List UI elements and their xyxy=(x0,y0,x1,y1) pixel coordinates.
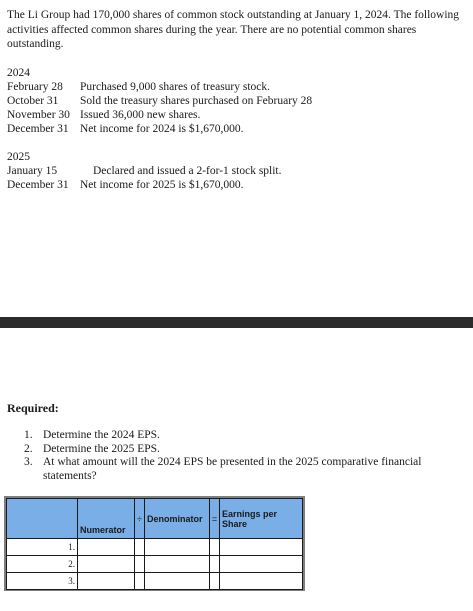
event-description: Declared and issued a 2-for-1 stock split. xyxy=(93,165,282,177)
event-row xyxy=(7,94,313,108)
required-item-text: At what amount will the 2024 EPS be presented in the 2025 comparative financial statements? xyxy=(43,456,422,482)
required-item xyxy=(24,456,464,483)
event-row xyxy=(7,164,282,178)
equals-sign: = xyxy=(210,499,220,539)
year-heading-2024: 2024 xyxy=(7,67,30,79)
event-date: January 15 xyxy=(7,165,58,177)
header-denominator: Denominator xyxy=(145,499,210,539)
table-row xyxy=(7,539,303,556)
required-item-text: Determine the 2025 EPS. xyxy=(43,442,160,455)
eps-input[interactable] xyxy=(220,539,303,556)
event-description: Sold the treasury shares purchased on February 28 xyxy=(80,95,313,107)
denominator-input[interactable] xyxy=(145,556,210,573)
event-description: Net income for 2025 is $1,670,000. xyxy=(80,179,244,191)
event-description: Purchased 9,000 shares of treasury stock. xyxy=(80,81,271,93)
operator-cell xyxy=(135,556,145,573)
operator-cell xyxy=(210,556,220,573)
required-item-number: 3. xyxy=(24,456,33,468)
numerator-input[interactable] xyxy=(78,539,135,556)
event-date: December 31 xyxy=(7,123,69,135)
table-row xyxy=(7,573,303,590)
row-label: 1. xyxy=(7,539,78,556)
event-description: Issued 36,000 new shares. xyxy=(80,109,201,121)
numerator-input[interactable] xyxy=(78,573,135,590)
eps-answer-table xyxy=(4,496,305,591)
event-row xyxy=(7,122,244,136)
required-item xyxy=(24,443,464,457)
table-header-row xyxy=(7,499,303,539)
header-eps: Earnings per Share xyxy=(220,499,303,539)
year-heading-2025: 2025 xyxy=(7,151,30,163)
required-item-number: 1. xyxy=(24,429,33,441)
operator-cell xyxy=(210,539,220,556)
event-description: Net income for 2024 is $1,670,000. xyxy=(80,123,244,135)
table-row xyxy=(7,556,303,573)
numerator-input[interactable] xyxy=(78,556,135,573)
eps-input[interactable] xyxy=(220,573,303,590)
required-item-number: 2. xyxy=(24,442,33,455)
required-heading: Required: xyxy=(7,401,59,415)
row-label: 2. xyxy=(7,556,78,573)
section-divider xyxy=(0,317,473,328)
event-date: December 31 xyxy=(7,179,69,191)
required-item xyxy=(24,429,464,443)
event-date: February 28 xyxy=(7,81,63,93)
header-numerator: Numerator xyxy=(78,499,135,539)
problem-intro: The Li Group had 170,000 shares of common stock outstanding at January 1, 2024. The following activities affected common shares during the year. There are no potential common shares outstanding. xyxy=(7,9,460,50)
header-row-label-cell xyxy=(7,499,78,539)
operator-cell xyxy=(210,573,220,590)
denominator-input[interactable] xyxy=(145,539,210,556)
event-date: November 30 xyxy=(7,109,70,121)
row-label: 3. xyxy=(7,573,78,590)
divide-sign: ÷ xyxy=(135,499,145,539)
eps-input[interactable] xyxy=(220,556,303,573)
event-row xyxy=(7,80,271,94)
operator-cell xyxy=(135,573,145,590)
operator-cell xyxy=(135,539,145,556)
denominator-input[interactable] xyxy=(145,573,210,590)
event-row xyxy=(7,178,244,192)
event-row xyxy=(7,108,201,122)
event-date: October 31 xyxy=(7,95,59,107)
required-item-text: Determine the 2024 EPS. xyxy=(43,429,160,441)
required-list xyxy=(24,429,464,483)
